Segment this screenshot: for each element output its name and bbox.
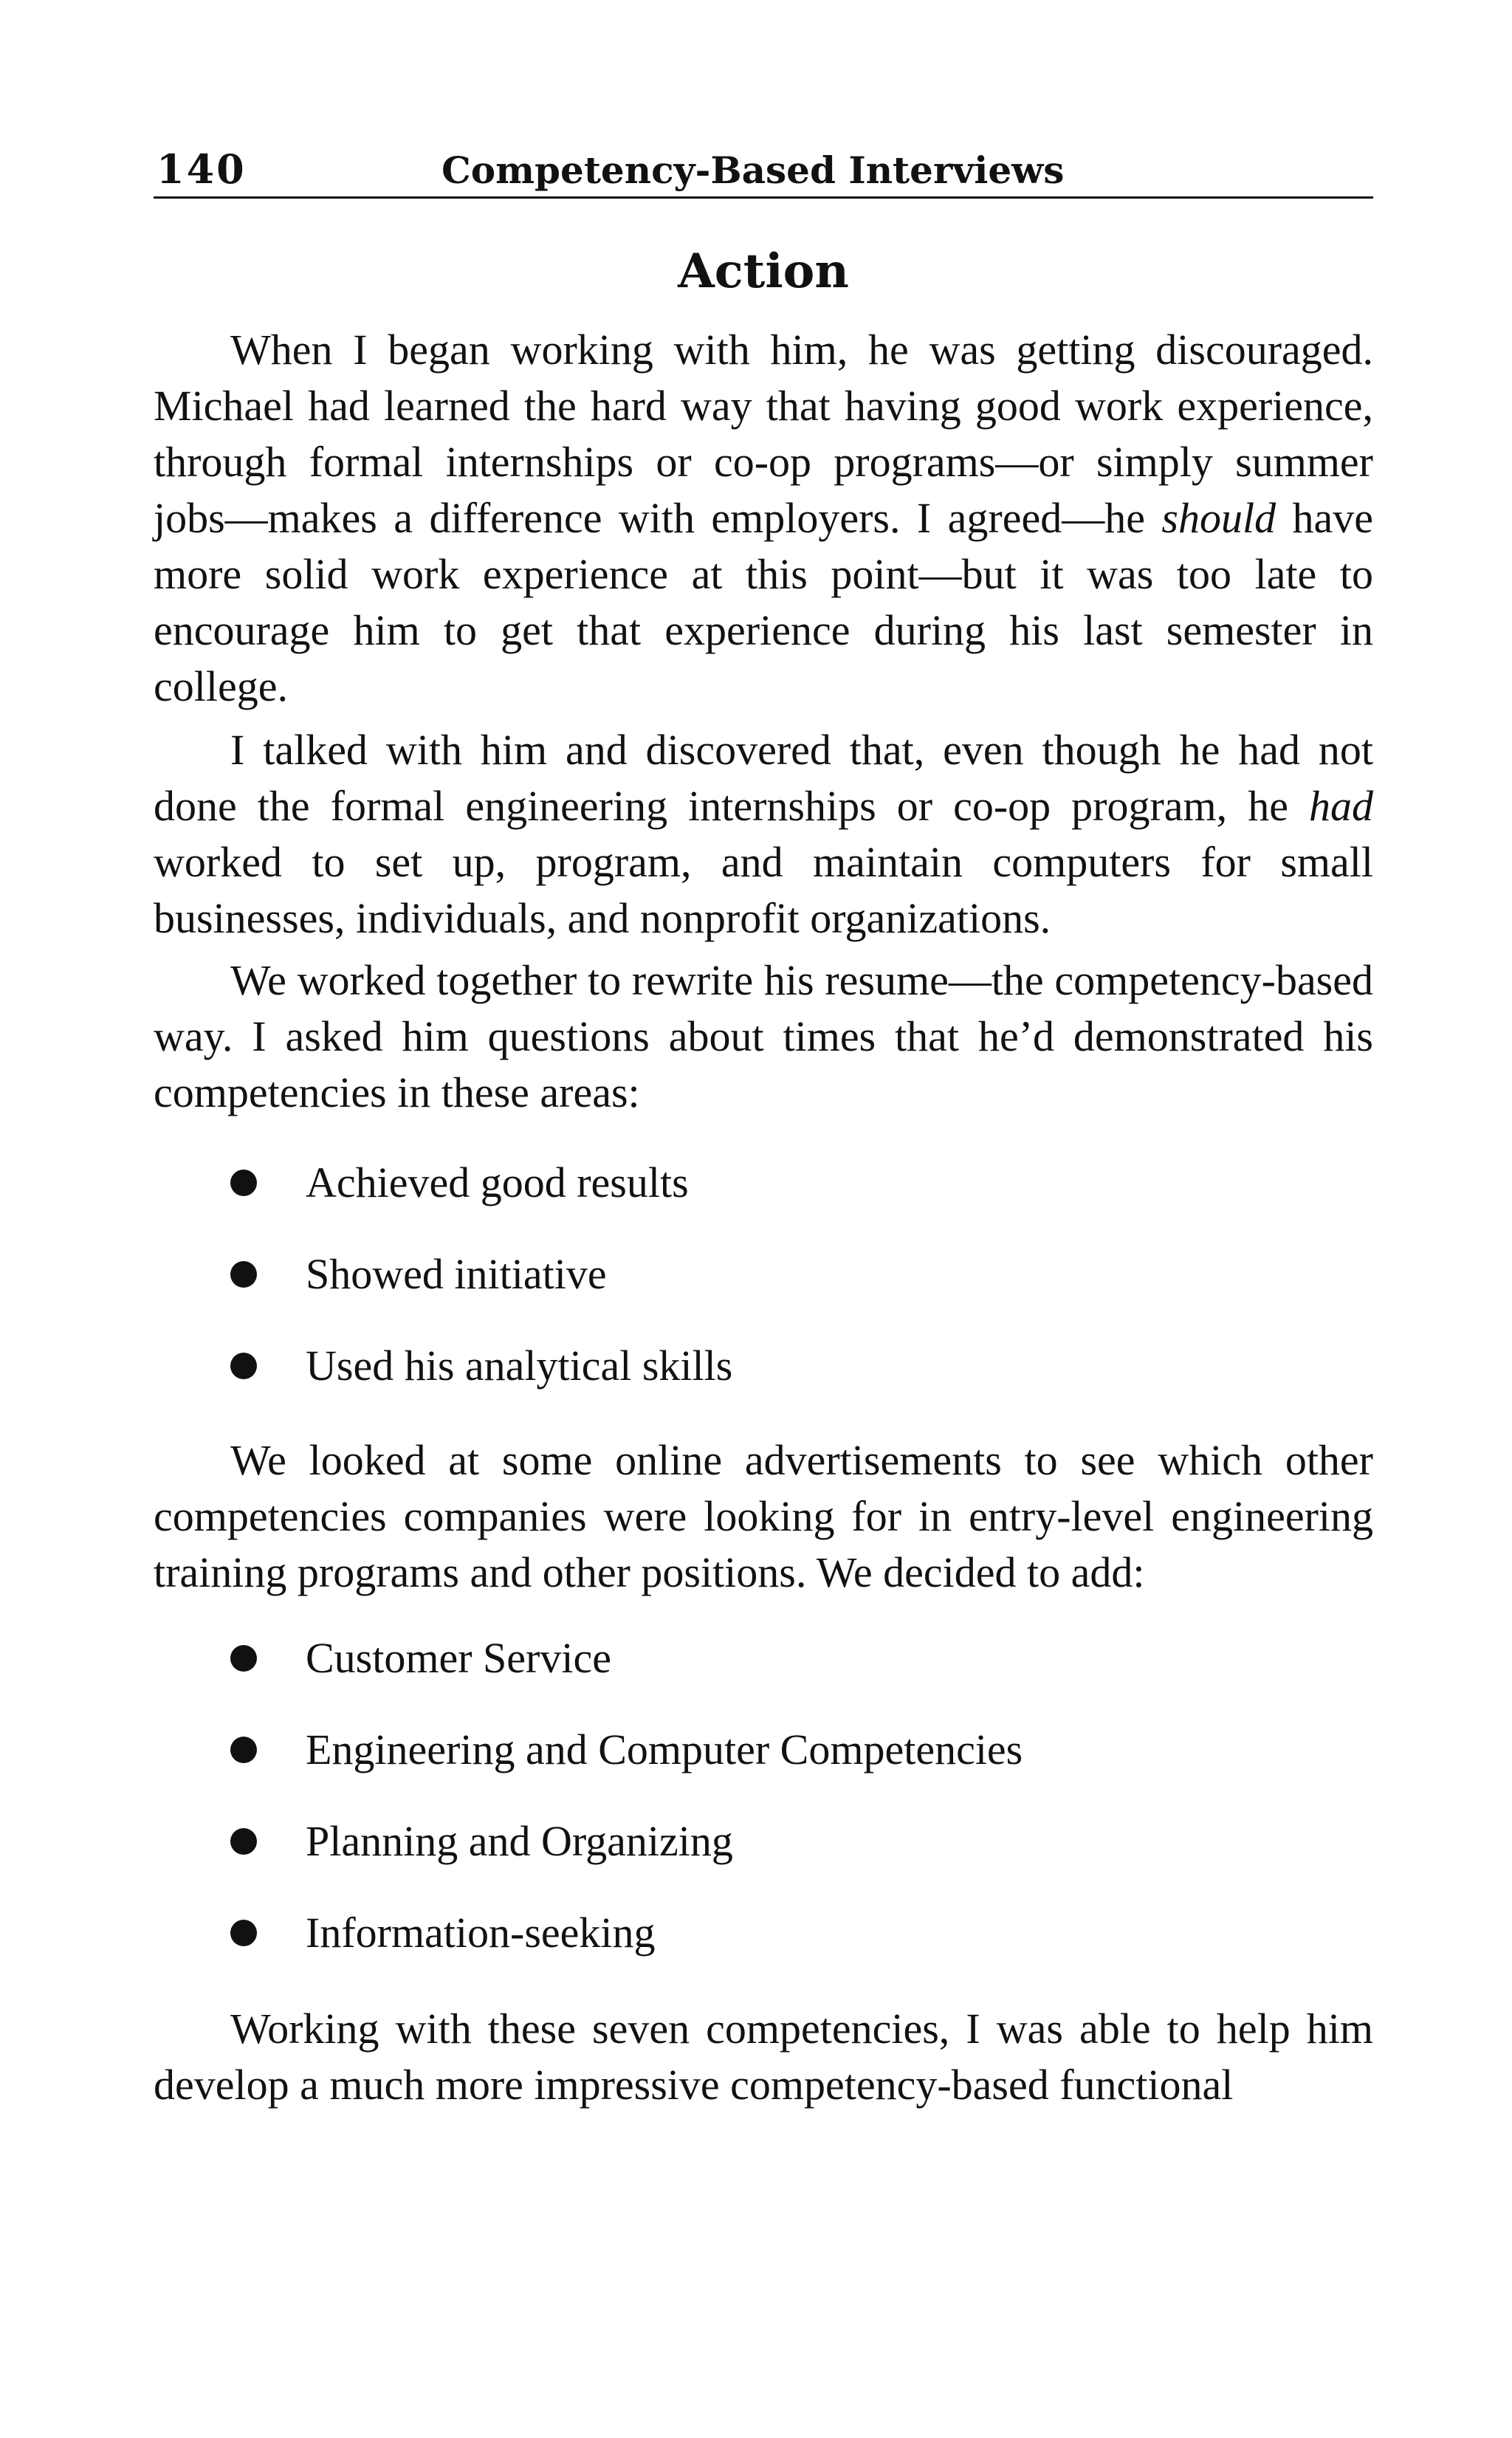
- list-item: [154, 1338, 1373, 1429]
- list-item-label: Achieved good results: [306, 1158, 689, 1206]
- paragraph-1-text-a: When I began working with him, he was getting discouraged. Michael had learned the hard way that having good work experience, through formal internships or co-op programs—or simply summer jobs—makes a difference with employers. I agreed—he: [154, 326, 1373, 542]
- list-item: [154, 1155, 1373, 1246]
- list-item-label: Information-seeking: [306, 1909, 656, 1957]
- bullet-icon: [230, 1170, 257, 1196]
- paragraph-1-text-b: have more solid work experience at this point—but it was too late to encourage him to get that experience during his last semester in college.: [154, 494, 1373, 710]
- running-header: [154, 145, 1373, 199]
- paragraph-2-emphasis: had: [1309, 782, 1373, 830]
- list-item: [154, 1722, 1373, 1813]
- list-item: [154, 1905, 1373, 1996]
- paragraph-1-emphasis: should: [1161, 494, 1276, 542]
- list-item: [154, 1246, 1373, 1338]
- list-item-label: Used his analytical skills: [306, 1342, 733, 1390]
- bullet-icon: [230, 1645, 257, 1672]
- running-title: Competency-Based Interviews: [441, 148, 1065, 192]
- competency-list-added: [154, 1630, 1373, 1996]
- list-item-label: Engineering and Computer Competencies: [306, 1726, 1023, 1773]
- bullet-icon: [230, 1353, 257, 1379]
- list-item: [154, 1630, 1373, 1722]
- section-heading: Action: [678, 244, 849, 299]
- bullet-icon: [230, 1737, 257, 1763]
- list-item-label: Planning and Organizing: [306, 1817, 733, 1865]
- bullet-icon: [230, 1261, 257, 1288]
- bullet-icon: [230, 1920, 257, 1946]
- paragraph-1: [154, 322, 1373, 715]
- list-item-label: Showed initiative: [306, 1250, 607, 1298]
- paragraph-2: [154, 722, 1373, 947]
- bullet-icon: [230, 1828, 257, 1855]
- paragraph-2-text-b: worked to set up, program, and maintain computers for small businesses, individuals, and nonprofit organizations.: [154, 838, 1373, 942]
- page-number: 140: [157, 145, 247, 193]
- list-item: [154, 1813, 1373, 1905]
- competency-list-initial: [154, 1155, 1373, 1429]
- paragraph-3: We worked together to rewrite his resume—the competency-based way. I asked him questions about times that he’d demonstrated his competencies in these areas:: [154, 956, 1373, 1116]
- paragraph-2-text-a: I talked with him and discovered that, even though he had not done the formal engineering internships or co-op program, he: [154, 726, 1373, 830]
- paragraph-5: Working with these seven competencies, I was able to help him develop a much more impressive competency-based functional: [154, 2005, 1373, 2109]
- list-item-label: Customer Service: [306, 1634, 611, 1682]
- paragraph-4: We looked at some online advertisements to see which other competencies companies were looking for in entry-level engineering training programs and other positions. We decided to add:: [154, 1436, 1373, 1596]
